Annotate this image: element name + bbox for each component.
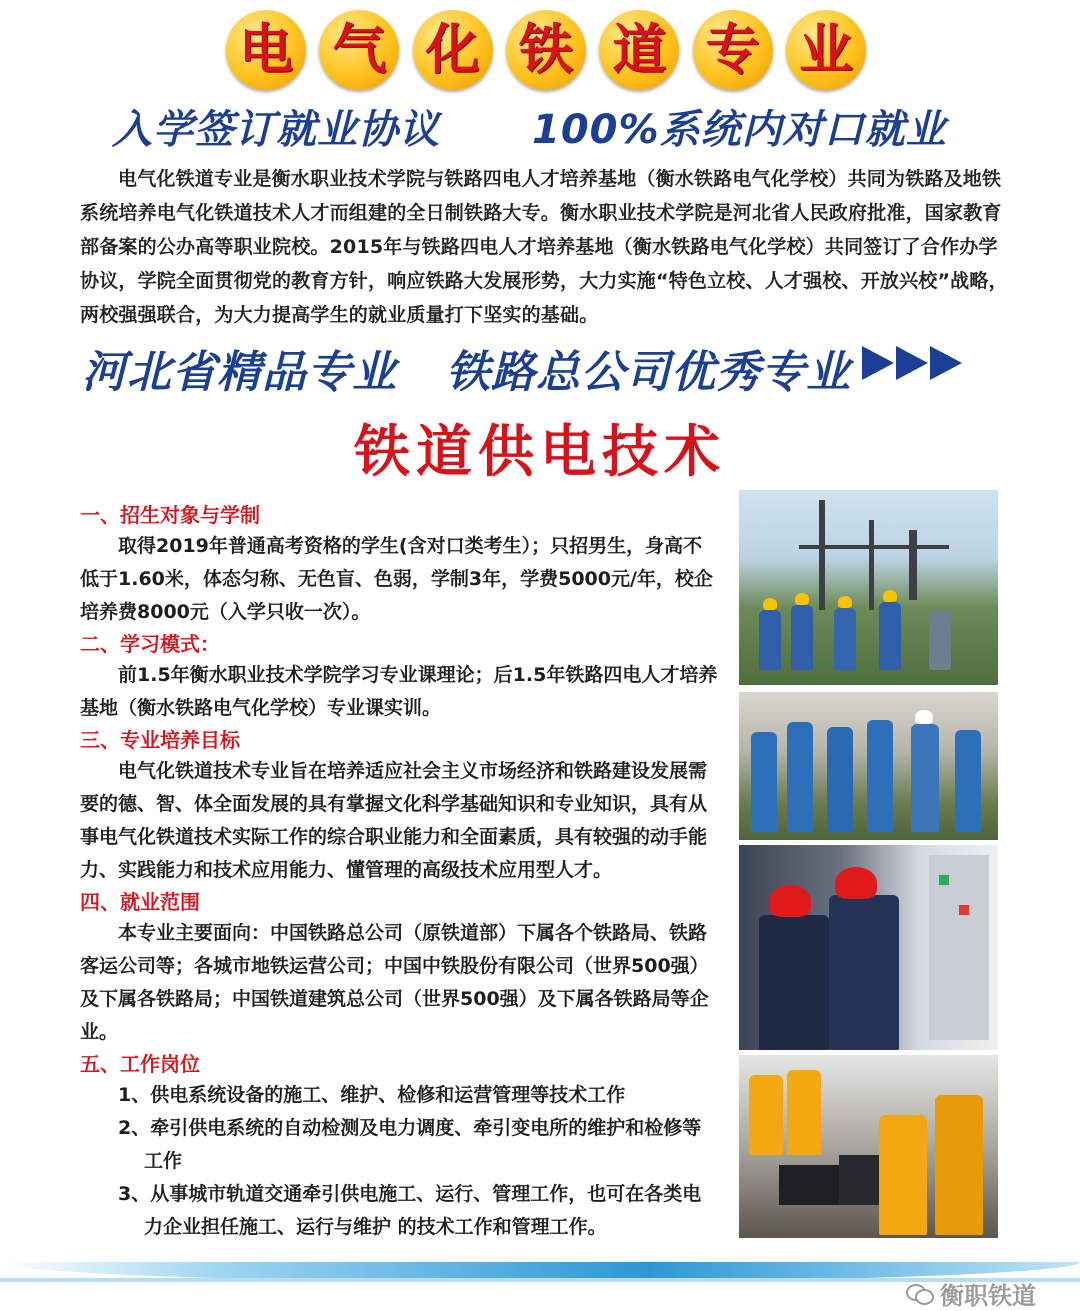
list-item: 2、牵引供电系统的自动检测及电力调度、牵引变电所的维护和检修等工作 <box>118 1117 702 1172</box>
wechat-watermark <box>906 1278 1036 1308</box>
section-body-employment: 本专业主要面向：中国铁路总公司（原铁道部）下属各个铁路局、铁路客运公司等；各城市地铁运营公司；中国中铁股份有限公司（世界500强）及下属各铁路局；中国铁道建筑总公司（世界500强）及下属各铁路局等企业。 <box>80 922 709 1043</box>
photo-control-panel <box>739 845 998 1050</box>
title-char-5: 道 <box>599 10 679 90</box>
section-title-enrollment: 一、招生对象与学制 <box>80 503 260 527</box>
title-banner <box>226 10 866 90</box>
title-char-3: 化 <box>413 10 493 90</box>
slogan-agreement: 入学签订就业协议 <box>112 107 440 153</box>
intro-paragraph: 电气化铁道专业是衡水职业技术学院与铁路四电人才培养基地（衡水铁路电气化学校）共同为铁路及地铁系统培养电气化铁道技术人才而组建的全日制铁路大专。衡水职业技术学院是河北省人民政府批准，国家教育部备案的公办高等职业院校。2015年与铁路四电人才培养基地（衡水铁路电气化学校）共同签订了合作办学协议，学院全面贯彻党的教育方针，响应铁路大发展形势，大力实施“特色立校、人才强校、开放兴校”战略，两校强强联合，为大力提高学生的就业质量打下坚实的基础。 <box>80 168 1008 326</box>
title-char-6: 专 <box>693 10 773 90</box>
title-char-7: 业 <box>786 10 866 90</box>
photo-workers-computer <box>739 1055 998 1238</box>
slogan-employment: 100%系统内对口就业 <box>532 107 947 153</box>
title-char-2: 气 <box>319 10 399 90</box>
photo-substation-training <box>739 490 998 685</box>
title-char-4: 铁 <box>506 10 586 90</box>
section-body-enrollment: 取得2019年普通高考资格的学生(含对口类考生）；只招男生，身高不低于1.60米，体态匀称、无色盲、色弱，学制3年，学费5000元/年，校企培养费8000元（入学只收一次）。 <box>80 535 713 623</box>
section-body-goals: 电气化铁道技术专业旨在培养适应社会主义市场经济和铁路建设发展需要的德、智、体全面发展的具有掌握文化科学基础知识和专业知识，具有从事电气化铁道技术实际工作的综合职业能力和全面素质，具有较强的动手能力、实践能力和技术应用能力、懂管理的高级技术应用型人才。 <box>80 760 708 881</box>
list-item: 1、供电系统设备的施工、维护、检修和运营管理等技术工作 <box>118 1084 626 1106</box>
photo-group-lesson <box>739 692 998 840</box>
title-char-1: 电 <box>226 10 306 90</box>
triple-arrow-icon <box>862 346 974 380</box>
section-body-study-mode: 前1.5年衡水职业技术学院学习专业课理论；后1.5年铁路四电人才培养基地（衡水铁路电气化学校）专业课实训。 <box>80 664 718 719</box>
list-item: 3、从事城市轨道交通牵引供电施工、运行、管理工作，也可在各类电力企业担任施工、运行与维护 的技术工作和管理工作。 <box>118 1183 702 1238</box>
positions-list <box>80 1079 720 1244</box>
section-title-study-mode: 二、学习模式： <box>80 632 220 656</box>
section-title-positions: 五、工作岗位 <box>80 1052 200 1076</box>
subject-title: 铁道供电技术 <box>354 420 726 485</box>
wechat-icon <box>906 1282 934 1304</box>
banner-railway: 铁路总公司优秀专业 <box>446 347 851 398</box>
section-title-employment: 四、就业范围 <box>80 890 200 914</box>
program-details <box>80 500 720 1244</box>
watermark-text: 衡职铁道 <box>940 1281 1036 1310</box>
section-title-goals: 三、专业培养目标 <box>80 728 240 752</box>
banner-provincial: 河北省精品专业 <box>82 347 397 398</box>
